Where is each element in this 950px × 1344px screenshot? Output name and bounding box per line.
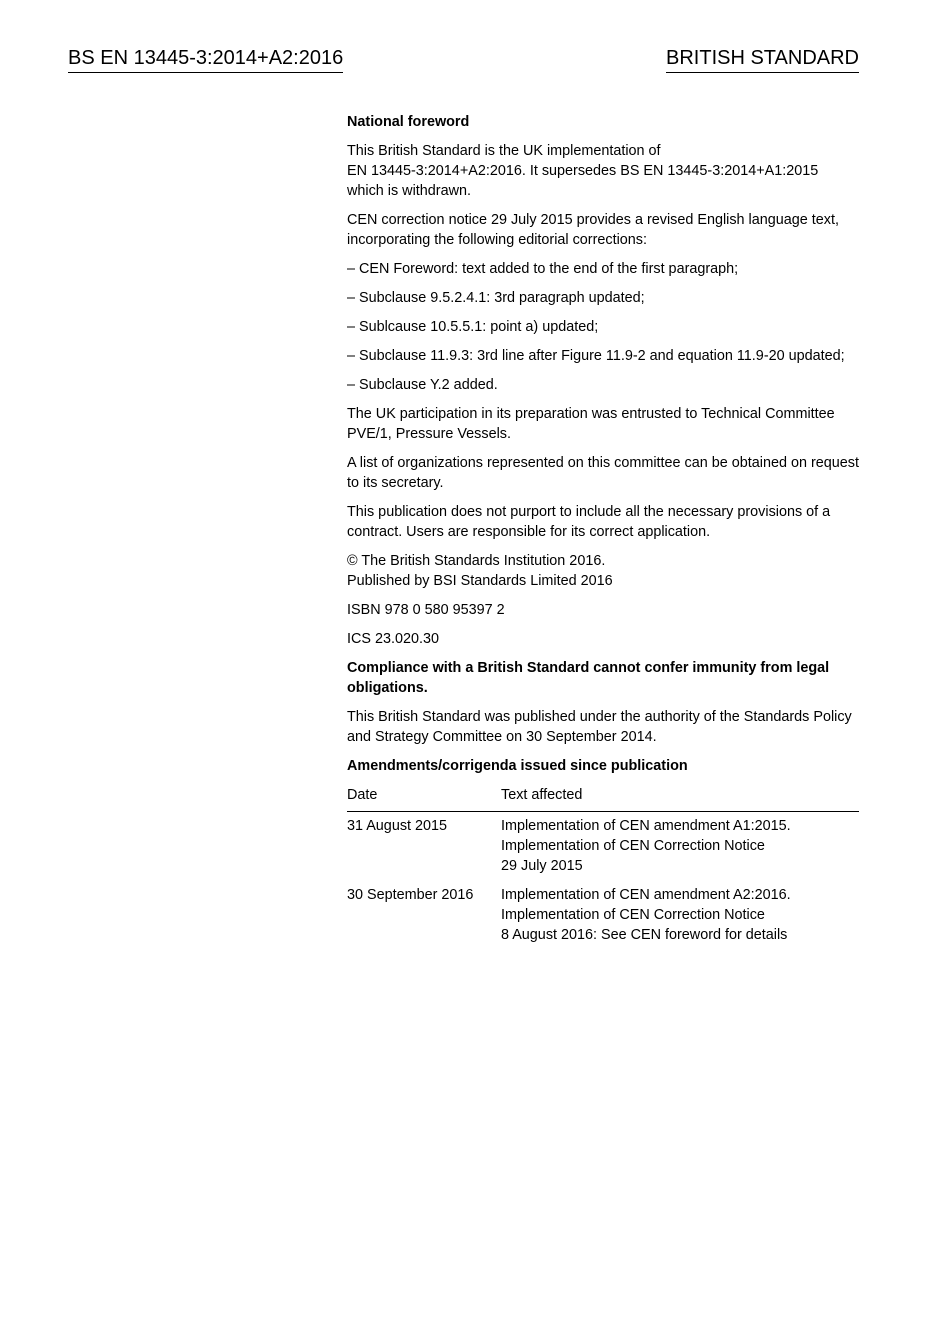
provisions-paragraph: This publication does not purport to include all the necessary provisions of a contract. Users are responsible for its correct application.: [347, 504, 831, 540]
amendment-date: 31 August 2015: [347, 818, 448, 834]
column-header-text-affected: Text affected: [501, 785, 859, 812]
intro-line: This British Standard is the UK implementation of: [347, 143, 661, 159]
column-header-date: Date: [347, 785, 501, 812]
copyright-paragraph: [347, 551, 859, 591]
correction-item: – Subclause 9.5.2.4.1: 3rd paragraph updated;: [347, 290, 645, 306]
amendment-date: 30 September 2016: [347, 887, 474, 903]
correction-item: – Subclause 11.9.3: 3rd line after Figure 11.9-2 and equation 11.9-20 updated;: [347, 348, 845, 364]
table-row: [347, 881, 859, 950]
foreword-heading: National foreword: [347, 114, 470, 130]
organizations-paragraph: A list of organizations represented on this committee can be obtained on request to its secretary.: [347, 455, 859, 491]
cen-notice-paragraph: CEN correction notice 29 July 2015 provides a revised English language text, incorporating the following editorial corrections:: [347, 212, 839, 248]
isbn: ISBN 978 0 580 95397 2: [347, 602, 505, 618]
table-header-row: [347, 785, 859, 812]
copyright-line: © The British Standards Institution 2016.: [347, 553, 606, 569]
participation-paragraph: The UK participation in its preparation was entrusted to Technical Committee PVE/1, Pressure Vessels.: [347, 406, 835, 442]
amendments-heading: Amendments/corrigenda issued since publication: [347, 758, 688, 774]
intro-line: which is withdrawn.: [347, 183, 471, 199]
national-foreword-section: [347, 112, 859, 950]
intro-line: EN 13445-3:2014+A2:2016. It supersedes BS EN 13445-3:2014+A1:2015: [347, 163, 819, 179]
table-row: [347, 812, 859, 882]
intro-paragraph: [347, 141, 859, 201]
publisher-line: Published by BSI Standards Limited 2016: [347, 573, 613, 589]
correction-item: – Subclause Y.2 added.: [347, 377, 498, 393]
document-code-header: BS EN 13445-3:2014+A2:2016: [68, 45, 343, 73]
amendment-text-line: Implementation of CEN Correction Notice: [501, 907, 765, 923]
amendment-text-line: Implementation of CEN amendment A1:2015.: [501, 818, 791, 834]
authority-paragraph: This British Standard was published under the authority of the Standards Policy and Strategy Committee on 30 September 2014.: [347, 709, 852, 745]
amendment-text: [501, 812, 859, 882]
amendment-text-line: Implementation of CEN Correction Notice: [501, 838, 765, 854]
standard-type-header: BRITISH STANDARD: [666, 45, 859, 73]
amendment-text-line: 29 July 2015: [501, 858, 583, 874]
ics: ICS 23.020.30: [347, 631, 440, 647]
correction-item: – CEN Foreword: text added to the end of the first paragraph;: [347, 261, 739, 277]
amendment-text-line: 8 August 2016: See CEN foreword for details: [501, 927, 788, 943]
amendment-text-line: Implementation of CEN amendment A2:2016.: [501, 887, 791, 903]
correction-item: – Sublcause 10.5.5.1: point a) updated;: [347, 319, 599, 335]
amendments-table: [347, 785, 859, 950]
amendment-text: [501, 881, 859, 950]
compliance-statement: Compliance with a British Standard cannot confer immunity from legal obligations.: [347, 660, 830, 696]
